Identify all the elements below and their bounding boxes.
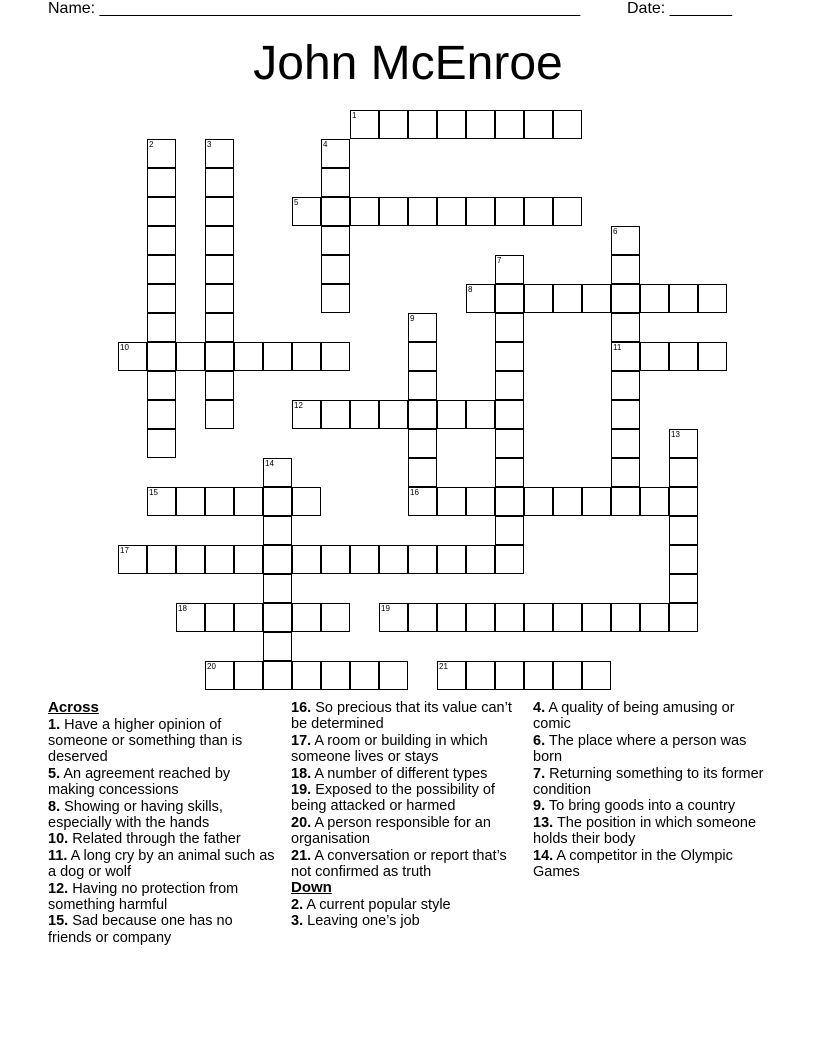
clue-number-17: 17 <box>120 546 129 555</box>
clue-across-8: 8. Showing or having skills, especially with the hands <box>48 798 223 831</box>
clue-across-11: 11. A long cry by an animal such as a dog or wolf <box>48 847 275 881</box>
grid-cell[interactable] <box>205 487 234 516</box>
grid-cell[interactable] <box>321 400 350 429</box>
grid-cell[interactable] <box>408 487 437 516</box>
clue-across-21: 21. A conversation or report that’s not confirmed as truth <box>291 847 507 881</box>
grid-cell[interactable] <box>379 661 408 690</box>
grid-cell[interactable] <box>582 284 611 313</box>
grid-cell[interactable] <box>205 284 234 313</box>
clue-down-2: 2. A current popular style <box>291 896 451 913</box>
clue-number-15: 15 <box>149 488 158 497</box>
grid-cell[interactable] <box>495 429 524 458</box>
clue-number-16: 16 <box>410 488 419 497</box>
grid-cell[interactable] <box>611 429 640 458</box>
grid-cell[interactable] <box>147 545 176 574</box>
grid-cell[interactable] <box>147 197 176 226</box>
grid-cell[interactable] <box>205 545 234 574</box>
grid-cell[interactable] <box>437 603 466 632</box>
grid-cell[interactable] <box>263 545 292 574</box>
grid-cell[interactable] <box>292 197 321 226</box>
grid-cell[interactable] <box>495 284 524 313</box>
clue-number-9: 9 <box>410 314 415 323</box>
clues-column-2 <box>291 700 521 930</box>
clue-across-5: 5. An agreement reached by making concessions <box>48 765 231 799</box>
grid-cell[interactable] <box>408 313 437 342</box>
grid-cell[interactable] <box>466 284 495 313</box>
grid-cell[interactable] <box>205 400 234 429</box>
grid-cell[interactable] <box>553 284 582 313</box>
clue-down-9: 9. To bring goods into a country <box>533 798 736 815</box>
grid-cell[interactable] <box>408 371 437 400</box>
grid-cell[interactable] <box>147 313 176 342</box>
grid-cell[interactable] <box>205 255 234 284</box>
grid-cell[interactable] <box>176 603 205 632</box>
grid-cell[interactable] <box>263 603 292 632</box>
clue-across-16: 16. So precious that its value can’t be determined <box>291 700 512 733</box>
grid-cell[interactable] <box>669 458 698 487</box>
grid-cell[interactable] <box>408 400 437 429</box>
grid-cell[interactable] <box>263 632 292 661</box>
grid-cell[interactable] <box>147 255 176 284</box>
grid-cell[interactable] <box>669 603 698 632</box>
name-field[interactable]: Name: ______________________________________________________ <box>48 0 581 17</box>
grid-cell[interactable] <box>524 487 553 516</box>
grid-cell[interactable] <box>408 342 437 371</box>
grid-cell[interactable] <box>495 197 524 226</box>
grid-cell[interactable] <box>553 603 582 632</box>
grid-cell[interactable] <box>495 458 524 487</box>
clue-number-21: 21 <box>439 662 448 671</box>
grid-cell[interactable] <box>321 342 350 371</box>
grid-cell[interactable] <box>321 226 350 255</box>
clue-across-12: 12. Having no protection from something harmful <box>48 880 239 913</box>
grid-cell[interactable] <box>669 574 698 603</box>
clue-across-15: 15. Sad because one has no friends or company <box>48 913 233 946</box>
grid-cell[interactable] <box>669 487 698 516</box>
grid-cell[interactable] <box>495 545 524 574</box>
grid-cell[interactable] <box>524 661 553 690</box>
grid-cell[interactable] <box>495 371 524 400</box>
grid-cell[interactable] <box>495 400 524 429</box>
grid-cell[interactable] <box>698 284 727 313</box>
grid-cell[interactable] <box>669 284 698 313</box>
grid-cell[interactable] <box>321 139 350 168</box>
grid-cell[interactable] <box>350 545 379 574</box>
grid-cell[interactable] <box>495 603 524 632</box>
grid-cell[interactable] <box>408 458 437 487</box>
clue-number-5: 5 <box>294 198 299 207</box>
grid-cell[interactable] <box>669 545 698 574</box>
grid-cell[interactable] <box>263 342 292 371</box>
grid-cell[interactable] <box>321 661 350 690</box>
grid-cell[interactable] <box>234 487 263 516</box>
clue-number-4: 4 <box>323 140 328 149</box>
grid-cell[interactable] <box>321 603 350 632</box>
grid-cell[interactable] <box>466 603 495 632</box>
clue-number-3: 3 <box>207 140 212 149</box>
grid-cell[interactable] <box>524 110 553 139</box>
grid-cell[interactable] <box>147 371 176 400</box>
grid-cell[interactable] <box>379 545 408 574</box>
grid-cell[interactable] <box>553 487 582 516</box>
clues-column-3 <box>533 700 768 880</box>
grid-cell[interactable] <box>292 487 321 516</box>
grid-cell[interactable] <box>321 168 350 197</box>
grid-cell[interactable] <box>234 661 263 690</box>
grid-cell[interactable] <box>350 110 379 139</box>
grid-cell[interactable] <box>466 110 495 139</box>
grid-cell[interactable] <box>582 661 611 690</box>
grid-cell[interactable] <box>495 110 524 139</box>
grid-cell[interactable] <box>611 284 640 313</box>
grid-cell[interactable] <box>147 400 176 429</box>
grid-cell[interactable] <box>495 342 524 371</box>
clue-number-13: 13 <box>671 430 680 439</box>
clue-number-14: 14 <box>265 459 274 468</box>
grid-cell[interactable] <box>176 545 205 574</box>
clue-number-12: 12 <box>294 401 303 410</box>
grid-cell[interactable] <box>205 661 234 690</box>
grid-cell[interactable] <box>292 545 321 574</box>
grid-cell[interactable] <box>466 661 495 690</box>
grid-cell[interactable] <box>640 487 669 516</box>
clue-down-3: 3. Leaving one’s job <box>291 913 420 930</box>
grid-cell[interactable] <box>118 342 147 371</box>
grid-cell[interactable] <box>147 342 176 371</box>
grid-cell[interactable] <box>495 516 524 545</box>
grid-cell[interactable] <box>205 371 234 400</box>
grid-cell[interactable] <box>408 110 437 139</box>
grid-cell[interactable] <box>379 603 408 632</box>
grid-cell[interactable] <box>147 284 176 313</box>
grid-cell[interactable] <box>582 603 611 632</box>
grid-cell[interactable] <box>495 255 524 284</box>
grid-cell[interactable] <box>205 603 234 632</box>
grid-cell[interactable] <box>669 516 698 545</box>
grid-cell[interactable] <box>234 545 263 574</box>
clue-down-7: 7. Returning something to its former condition <box>533 765 764 799</box>
clue-across-19: 19. Exposed to the possibility of being attacked or harmed <box>291 782 495 815</box>
grid-cell[interactable] <box>147 168 176 197</box>
grid-cell[interactable] <box>263 516 292 545</box>
grid-cell[interactable] <box>553 197 582 226</box>
clue-number-10: 10 <box>120 343 129 352</box>
clue-across-20: 20. A person responsible for an organisation <box>291 814 491 848</box>
grid-cell[interactable] <box>350 661 379 690</box>
clue-across-1: 1. Have a higher opinion of someone or something than is deserved <box>48 716 243 766</box>
grid-cell[interactable] <box>176 487 205 516</box>
grid-cell[interactable] <box>524 603 553 632</box>
clue-across-18: 18. A number of different types <box>291 765 488 782</box>
page-title: John McEnroe <box>253 37 563 90</box>
grid-cell[interactable] <box>466 487 495 516</box>
grid-cell[interactable] <box>437 661 466 690</box>
grid-cell[interactable] <box>350 400 379 429</box>
grid-cell[interactable] <box>611 255 640 284</box>
grid-cell[interactable] <box>234 603 263 632</box>
clue-number-1: 1 <box>352 111 357 120</box>
clue-number-7: 7 <box>497 256 502 265</box>
clue-number-11: 11 <box>613 343 622 352</box>
grid-cell[interactable] <box>524 197 553 226</box>
clue-number-6: 6 <box>613 227 618 236</box>
grid-cell[interactable] <box>205 168 234 197</box>
grid-cell[interactable] <box>408 197 437 226</box>
grid-cell[interactable] <box>292 400 321 429</box>
grid-cell[interactable] <box>205 139 234 168</box>
grid-cell[interactable] <box>321 197 350 226</box>
grid-cell[interactable] <box>611 226 640 255</box>
grid-cell[interactable] <box>379 197 408 226</box>
clue-number-8: 8 <box>468 285 473 294</box>
grid-cell[interactable] <box>553 661 582 690</box>
grid-cell[interactable] <box>176 342 205 371</box>
grid-cell[interactable] <box>495 487 524 516</box>
grid-cell[interactable] <box>379 400 408 429</box>
grid-cell[interactable] <box>321 284 350 313</box>
grid-cell[interactable] <box>379 110 408 139</box>
date-field[interactable]: Date: _______ <box>627 0 732 17</box>
grid-cell[interactable] <box>321 255 350 284</box>
grid-cell[interactable] <box>553 110 582 139</box>
grid-cell[interactable] <box>611 400 640 429</box>
grid-cell[interactable] <box>263 487 292 516</box>
grid-cell[interactable] <box>234 342 263 371</box>
clue-down-4: 4. A quality of being amusing or comic <box>533 700 735 733</box>
clue-across-10: 10. Related through the father <box>48 831 241 848</box>
clue-across-17: 17. A room or building in which someone lives or stays <box>291 732 488 766</box>
grid-cell[interactable] <box>147 139 176 168</box>
grid-cell[interactable] <box>611 487 640 516</box>
clue-number-19: 19 <box>381 604 390 613</box>
grid-cell[interactable] <box>611 603 640 632</box>
grid-cell[interactable] <box>437 197 466 226</box>
grid-cell[interactable] <box>582 487 611 516</box>
grid-cell[interactable] <box>640 342 669 371</box>
grid-cell[interactable] <box>321 545 350 574</box>
grid-cell[interactable] <box>437 545 466 574</box>
grid-cell[interactable] <box>437 110 466 139</box>
grid-cell[interactable] <box>466 400 495 429</box>
clues-column-1 <box>48 700 278 946</box>
grid-cell[interactable] <box>205 226 234 255</box>
clue-down-13: 13. The position in which someone holds their body <box>533 814 757 848</box>
clue-number-2: 2 <box>149 140 154 149</box>
grid-cell[interactable] <box>640 284 669 313</box>
grid-cell[interactable] <box>495 313 524 342</box>
grid-cell[interactable] <box>669 342 698 371</box>
grid-cell[interactable] <box>437 400 466 429</box>
grid-cell[interactable] <box>408 545 437 574</box>
grid-cell[interactable] <box>437 487 466 516</box>
clue-number-18: 18 <box>178 604 187 613</box>
clue-down-14: 14. A competitor in the Olympic Games <box>533 847 733 881</box>
clue-number-20: 20 <box>207 662 216 671</box>
grid-cell[interactable] <box>292 342 321 371</box>
grid-cell[interactable] <box>408 429 437 458</box>
grid-cell[interactable] <box>263 458 292 487</box>
grid-cell[interactable] <box>669 429 698 458</box>
grid-cell[interactable] <box>640 603 669 632</box>
grid-cell[interactable] <box>698 342 727 371</box>
grid-cell[interactable] <box>466 197 495 226</box>
grid-cell[interactable] <box>118 545 147 574</box>
grid-cell[interactable] <box>611 458 640 487</box>
across-heading: Across <box>48 699 99 716</box>
grid-cell[interactable] <box>611 313 640 342</box>
grid-cell[interactable] <box>147 487 176 516</box>
grid-cell[interactable] <box>495 661 524 690</box>
down-heading: Down <box>291 879 332 897</box>
grid-cell[interactable] <box>611 371 640 400</box>
grid-cell[interactable] <box>205 197 234 226</box>
grid-cell[interactable] <box>408 603 437 632</box>
grid-cell[interactable] <box>205 313 234 342</box>
grid-cell[interactable] <box>263 574 292 603</box>
grid-cell[interactable] <box>263 661 292 690</box>
grid-cell[interactable] <box>611 342 640 371</box>
grid-cell[interactable] <box>524 284 553 313</box>
grid-cell[interactable] <box>205 342 234 371</box>
grid-cell[interactable] <box>147 226 176 255</box>
clue-down-6: 6. The place where a person was born <box>533 732 747 766</box>
grid-cell[interactable] <box>292 661 321 690</box>
grid-cell[interactable] <box>350 197 379 226</box>
grid-cell[interactable] <box>147 429 176 458</box>
grid-cell[interactable] <box>466 545 495 574</box>
grid-cell[interactable] <box>292 603 321 632</box>
